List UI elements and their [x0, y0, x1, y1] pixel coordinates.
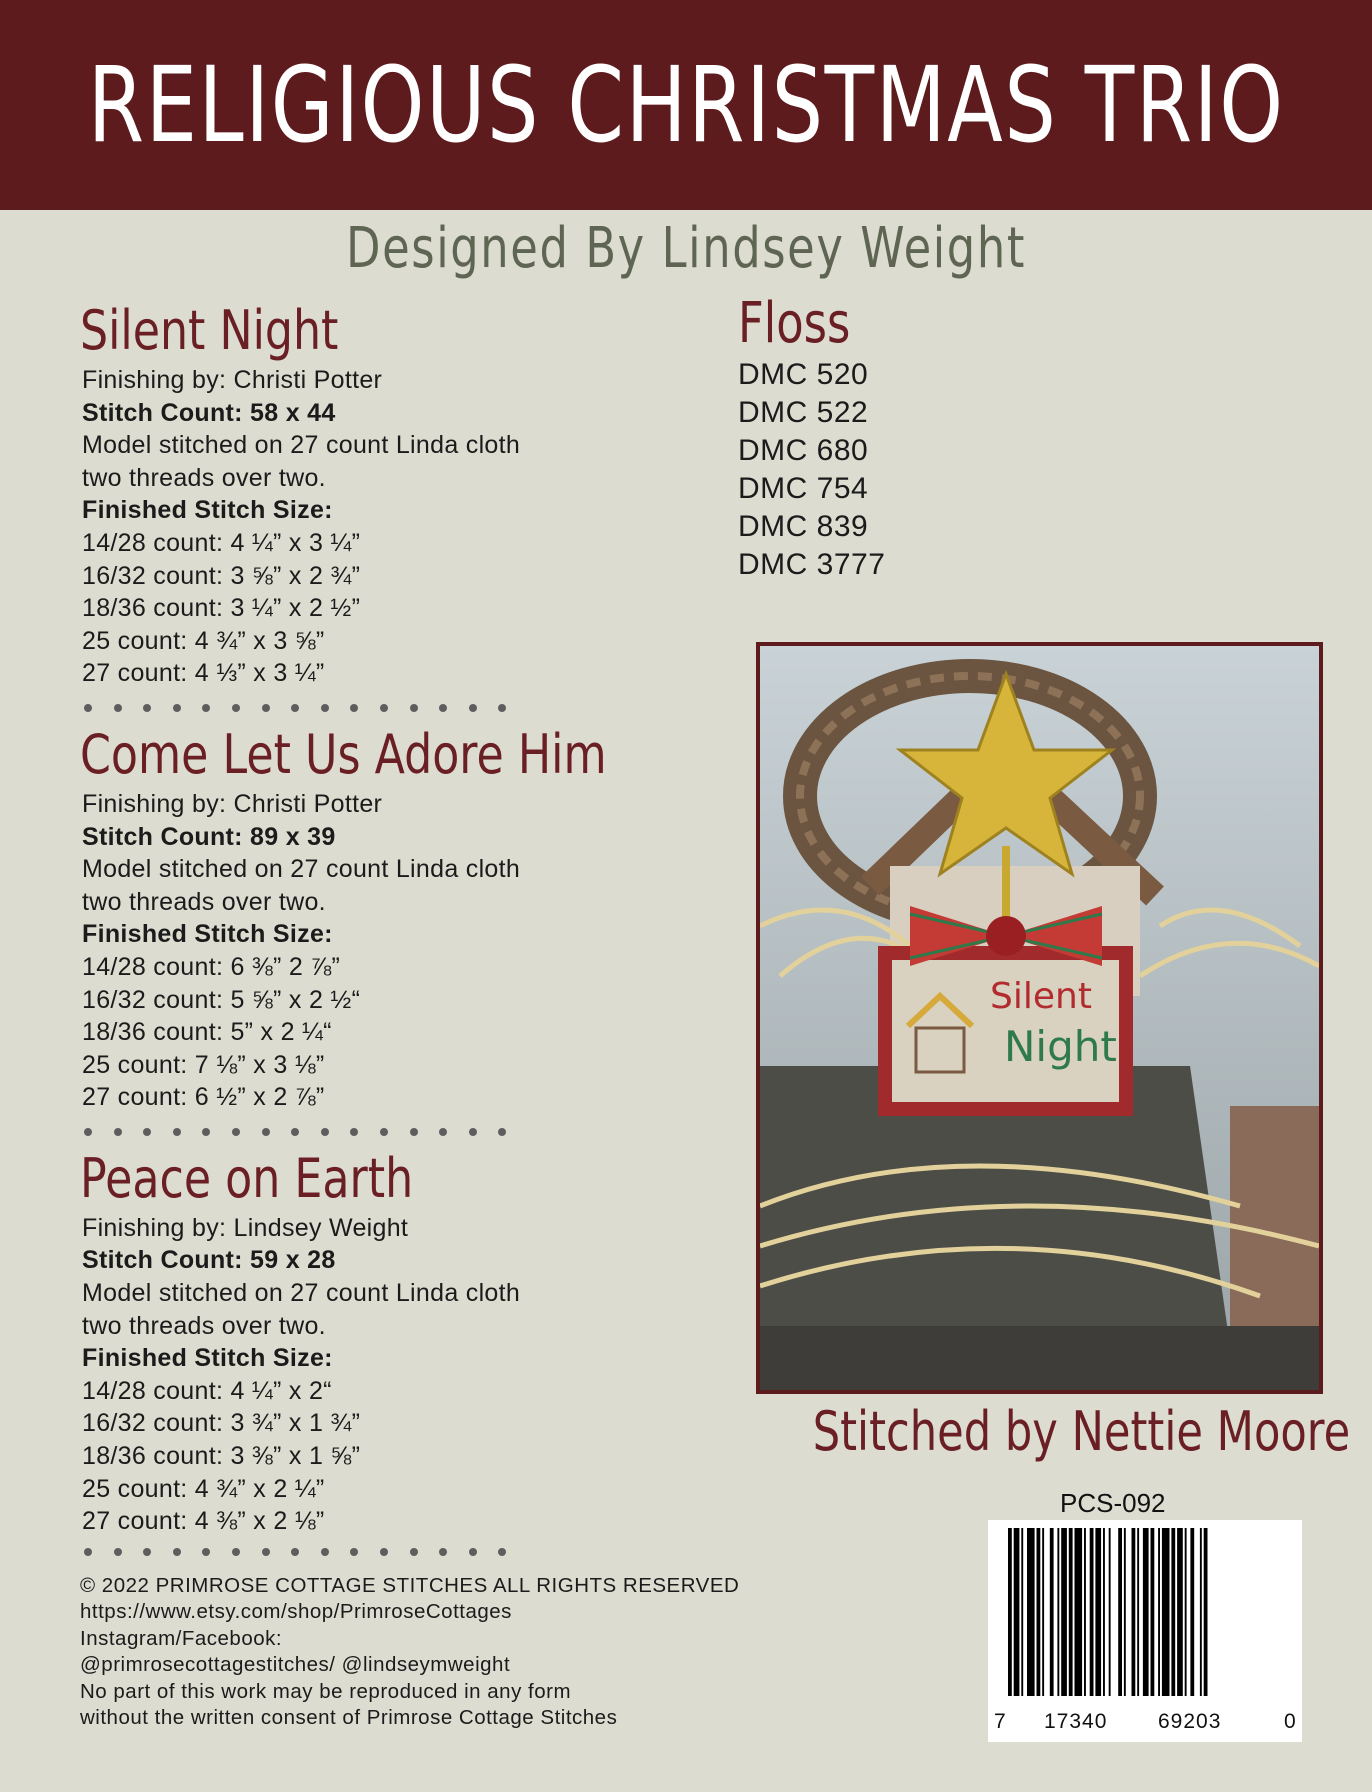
size-heading: Finished Stitch Size: — [82, 920, 333, 949]
floss-item: DMC 754 — [738, 472, 869, 505]
model-info: Model stitched on 27 count Linda cloth — [82, 431, 521, 460]
stitched-word-night: Night — [1004, 1022, 1117, 1071]
dotted-divider — [84, 704, 722, 712]
size-line: 18/36 count: 5” x 2 ¼“ — [82, 1018, 332, 1047]
stitch-count: Stitch Count: 59 x 28 — [82, 1246, 336, 1275]
size-heading: Finished Stitch Size: — [82, 1344, 333, 1373]
copyright: © 2022 PRIMROSE COTTAGE STITCHES ALL RIGHTS RESERVED — [80, 1574, 740, 1597]
floss-item: DMC 680 — [738, 434, 869, 467]
finishing-credit: Finishing by: Christi Potter — [82, 789, 383, 818]
dotted-divider — [84, 1128, 722, 1136]
barcode — [988, 1520, 1302, 1742]
size-line: 25 count: 4 ¾” x 2 ¼” — [82, 1474, 325, 1503]
barcode-digit-group: 17340 — [1044, 1710, 1108, 1733]
floss-title: Floss — [738, 291, 851, 356]
social-label: Instagram/Facebook: — [80, 1626, 283, 1650]
size-line: 25 count: 4 ¾” x 3 ⅝” — [82, 626, 325, 655]
size-line: 27 count: 4 ⅜” x 2 ⅛” — [82, 1507, 325, 1536]
designer-credit: Designed By Lindsey Weight — [346, 216, 1026, 281]
barcode-digit: 0 — [1284, 1710, 1297, 1733]
size-line: 18/36 count: 3 ⅜” x 1 ⅝” — [82, 1442, 361, 1471]
size-line: 27 count: 6 ½” x 2 ⅞” — [82, 1083, 325, 1112]
barcode-digit-group: 69203 — [1158, 1710, 1222, 1733]
stitch-count: Stitch Count: 89 x 39 — [82, 822, 336, 851]
stitched-word-silent: Silent — [990, 976, 1092, 1017]
size-line: 18/36 count: 3 ¼” x 2 ½” — [82, 594, 361, 623]
model-info: two threads over two. — [82, 463, 326, 492]
pattern-title: Silent Night — [80, 299, 339, 362]
finishing-credit: Finishing by: Christi Potter — [82, 366, 383, 394]
page-title: RELIGIOUS CHRISTMAS TRIO — [87, 44, 1285, 166]
size-line: 14/28 count: 4 ¼” x 2“ — [82, 1376, 332, 1405]
model-info: Model stitched on 27 count Linda cloth — [82, 1279, 521, 1308]
floss-item: DMC 839 — [738, 510, 869, 543]
floss-list — [738, 292, 1138, 584]
pattern-silent-night — [82, 298, 722, 690]
size-line: 27 count: 4 ⅓” x 3 ¼” — [82, 659, 325, 688]
model-info: Model stitched on 27 count Linda cloth — [82, 855, 521, 884]
barcode-bars — [988, 1520, 1302, 1705]
pattern-peace-on-earth — [82, 1146, 722, 1538]
floss-item: DMC 522 — [738, 396, 869, 429]
pattern-title: Peace on Earth — [80, 1146, 414, 1210]
pattern-title: Come Let Us Adore Him — [80, 722, 607, 786]
model-info: two threads over two. — [82, 887, 326, 916]
size-line: 25 count: 7 ⅛” x 3 ⅛” — [82, 1050, 325, 1079]
floss-item: DMC 3777 — [738, 548, 886, 581]
header-banner — [0, 0, 1372, 210]
floss-item: DMC 520 — [738, 358, 869, 391]
social-handles: @primrosecottagestitches/ @lindseymweight — [80, 1653, 511, 1677]
shop-url[interactable]: https://www.etsy.com/shop/PrimroseCottages — [80, 1600, 512, 1624]
photo-illustration — [760, 646, 1319, 1390]
stitch-count: Stitch Count: 58 x 44 — [82, 398, 336, 427]
size-line: 14/28 count: 6 ⅜” 2 ⅞” — [82, 952, 341, 981]
size-heading: Finished Stitch Size: — [82, 496, 333, 525]
size-line: 16/32 count: 3 ¾” x 1 ¾” — [82, 1409, 361, 1438]
size-line: 16/32 count: 3 ⅝” x 2 ¾” — [82, 561, 361, 590]
pattern-come-let-us-adore-him — [82, 722, 722, 1114]
copyright-notice: No part of this work may be reproduced in any form — [80, 1679, 572, 1703]
pattern-details — [82, 298, 722, 1566]
copyright-notice: without the written consent of Primrose Cottage Stitches — [80, 1706, 618, 1730]
dotted-divider — [84, 1548, 722, 1556]
barcode-digit: 7 — [994, 1710, 1007, 1733]
product-code: PCS-092 — [1060, 1488, 1166, 1518]
model-photo — [756, 642, 1323, 1394]
size-line: 14/28 count: 4 ¼” x 3 ¼” — [82, 528, 361, 557]
model-info: two threads over two. — [82, 1311, 326, 1340]
stitched-by-credit: Stitched by Nettie Moore — [812, 1400, 1351, 1463]
finishing-credit: Finishing by: Lindsey Weight — [82, 1213, 409, 1242]
footer — [80, 1573, 760, 1731]
size-line: 16/32 count: 5 ⅝” x 2 ½“ — [82, 985, 361, 1014]
